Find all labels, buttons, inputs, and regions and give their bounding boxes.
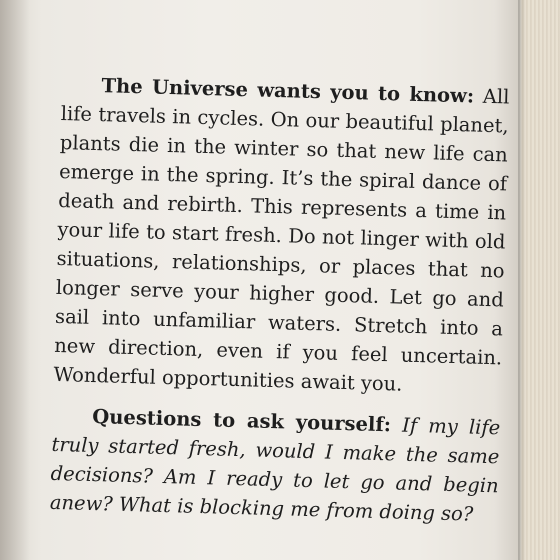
universe-paragraph xyxy=(53,70,510,401)
universe-body: All life travels in cycles. On our beautiful planet, plants die in the winter so that new life can emerge in the spring. It’s the spiral dance of death and rebirth. This represents a time in your life to start fresh. Do not linger with old situations, relationships, or places that no longer serve your higher good. Let go and sail into unfamiliar waters. Stretch into a new direction, even if you feel uncertain. Wonderful opportunities await you. xyxy=(53,84,510,396)
page-edge-shadow xyxy=(518,0,526,560)
gutter-shadow xyxy=(0,0,30,560)
questions-heading: Questions to ask yourself: xyxy=(92,404,392,437)
universe-heading: The Universe wants you to know: xyxy=(101,74,475,108)
questions-body: If my life truly started fresh, would I make the same decisions? Am I ready to let go and begin anew? What is blocking me from doing so? xyxy=(49,413,501,526)
questions-paragraph xyxy=(50,401,501,529)
page-text xyxy=(50,70,510,529)
paragraph-indent xyxy=(61,91,101,92)
paragraph-indent xyxy=(52,422,92,423)
page-edges xyxy=(520,0,560,560)
